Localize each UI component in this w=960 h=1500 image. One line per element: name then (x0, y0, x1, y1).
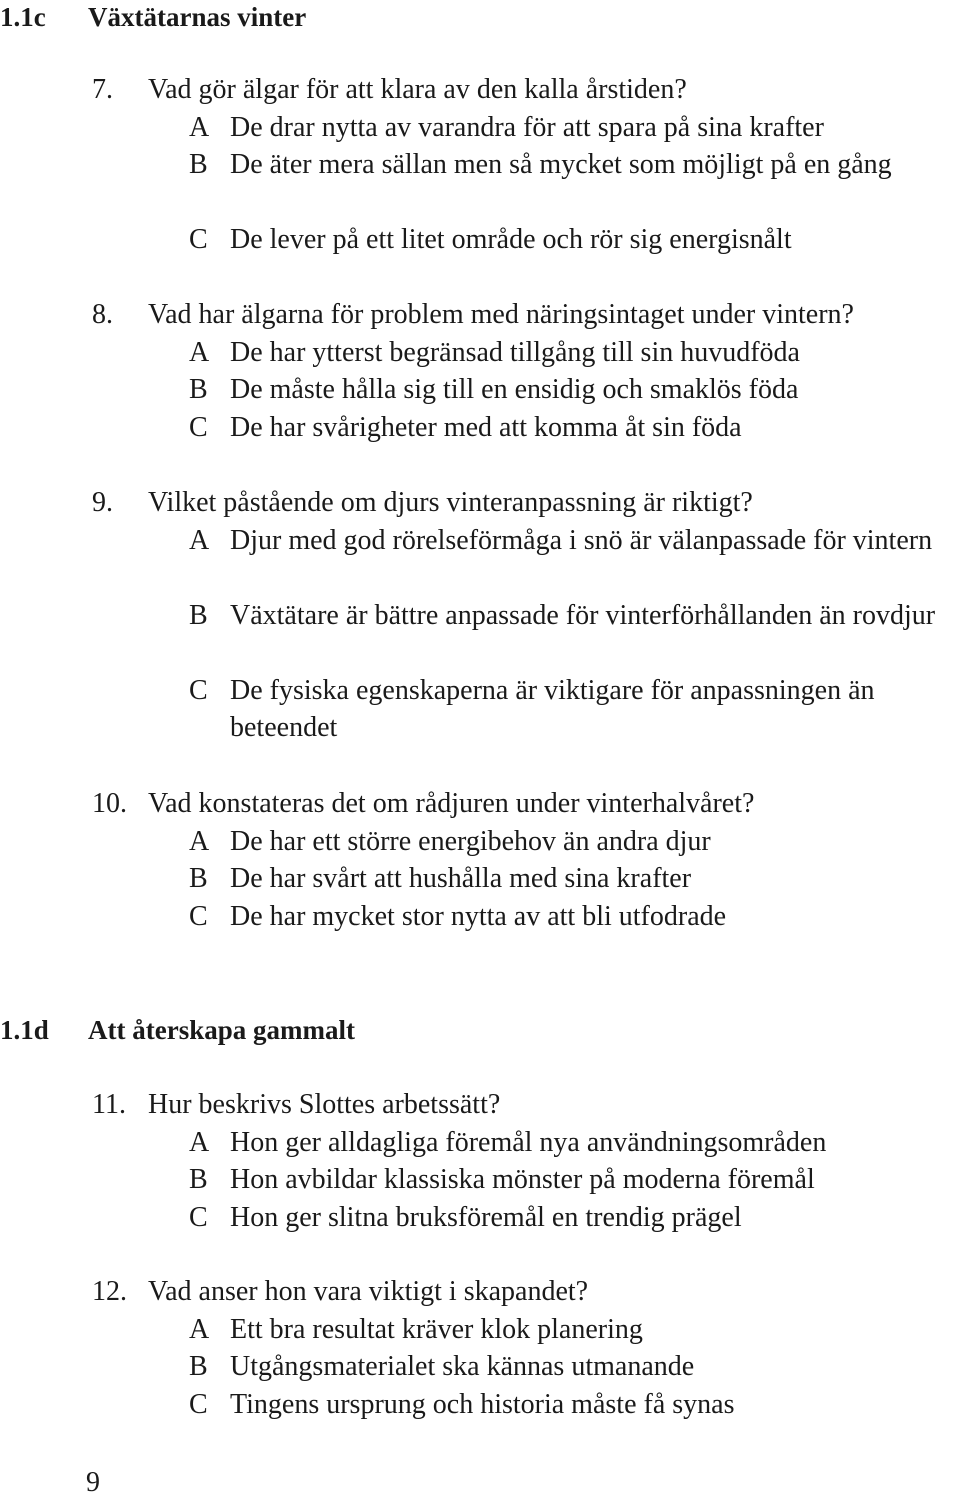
option-b (0, 860, 960, 898)
question-9 (0, 484, 960, 747)
option-text: Ett bra resultat kräver klok planering (230, 1313, 643, 1345)
option-letter: B (189, 149, 208, 180)
question-row (0, 71, 960, 109)
option-text: De äter mera sällan men så mycket som möjligt på en gång (230, 149, 892, 180)
option-text: Växtätare är bättre anpassade för vinterförhållanden än rovdjur (230, 599, 936, 631)
option-c (0, 221, 960, 259)
option-c (0, 1386, 960, 1424)
question-row (0, 1086, 960, 1124)
option-letter: B (189, 599, 208, 631)
question-number: 7. (92, 74, 113, 105)
option-letter: B (189, 1164, 208, 1195)
option-letter: C (189, 411, 208, 443)
option-b (0, 146, 960, 221)
option-text: Tingens ursprung och historia måste få synas (230, 1388, 735, 1420)
option-text: Hon ger alldagliga föremål nya användningsområden (230, 1126, 827, 1158)
question-text: Vad konstateras det om rådjuren under vinterhalvåret? (148, 788, 755, 819)
option-letter: C (189, 900, 208, 932)
section-title: Att återskapa gammalt (88, 1015, 355, 1045)
option-a (0, 522, 960, 597)
option-text: De har mycket stor nytta av att bli utfodrade (230, 900, 727, 932)
option-text: De lever på ett litet område och rör sig energisnålt (230, 224, 792, 255)
option-letter: A (189, 1126, 210, 1158)
question-text: Vad har älgarna för problem med näringsintaget under vintern? (148, 299, 854, 330)
section-title: Växtätarnas vinter (88, 2, 307, 32)
option-letter: A (189, 336, 210, 368)
question-number: 8. (92, 299, 113, 330)
question-11 (0, 1086, 960, 1236)
option-text: De har ytterst begränsad tillgång till sin huvudföda (230, 336, 800, 368)
option-letter: C (189, 1388, 208, 1420)
option-text: De fysiska egenskaperna är viktigare för anpassningen än beteendet (230, 674, 875, 743)
option-c (0, 672, 960, 747)
question-row (0, 484, 960, 522)
question-row (0, 1273, 960, 1311)
page-number: 9 (86, 1467, 100, 1498)
option-text: De måste hålla sig till en ensidig och smaklös föda (230, 374, 799, 405)
option-letter: A (189, 111, 210, 143)
option-letter: A (189, 524, 210, 556)
question-text: Hur beskrivs Slottes arbetssätt? (148, 1089, 501, 1120)
option-letter: C (189, 224, 208, 255)
option-c (0, 898, 960, 936)
option-letter: B (189, 863, 208, 894)
option-a (0, 823, 960, 861)
option-text: De drar nytta av varandra för att spara på sina krafter (230, 111, 824, 143)
question-number: 12. (92, 1276, 127, 1307)
option-letter: B (189, 1351, 208, 1382)
option-text: Djur med god rörelseförmåga i snö är välanpassade för vintern (230, 524, 933, 556)
option-letter: C (189, 674, 208, 706)
option-a (0, 334, 960, 372)
option-c (0, 1199, 960, 1237)
question-7 (0, 71, 960, 259)
option-a (0, 109, 960, 147)
option-c (0, 409, 960, 447)
question-text: Vad anser hon vara viktigt i skapandet? (148, 1276, 589, 1307)
option-text: De har svårigheter med att komma åt sin föda (230, 411, 742, 443)
question-8 (0, 296, 960, 446)
option-b (0, 1348, 960, 1386)
section-number: 1.1c (0, 2, 46, 32)
option-text: Utgångsmaterialet ska kännas utmanande (230, 1351, 695, 1382)
option-text: De har ett större energibehov än andra djur (230, 825, 711, 857)
option-text: Hon avbildar klassiska mönster på moderna föremål (230, 1164, 815, 1195)
question-number: 11. (92, 1089, 126, 1120)
section-number: 1.1d (0, 1015, 49, 1045)
question-text: Vilket påstående om djurs vinteranpassning är riktigt? (148, 487, 753, 518)
option-letter: A (189, 1313, 210, 1345)
option-text: De har svårt att hushålla med sina krafter (230, 863, 692, 894)
question-10 (0, 785, 960, 935)
option-b (0, 597, 960, 672)
question-12 (0, 1273, 960, 1423)
option-text: Hon ger slitna bruksföremål en trendig prägel (230, 1201, 742, 1233)
question-number: 9. (92, 487, 113, 518)
option-a (0, 1311, 960, 1349)
option-a (0, 1124, 960, 1162)
question-text: Vad gör älgar för att klara av den kalla årstiden? (148, 74, 687, 105)
option-letter: B (189, 374, 208, 405)
option-letter: A (189, 825, 210, 857)
option-letter: C (189, 1201, 208, 1233)
option-b (0, 371, 960, 409)
option-b (0, 1161, 960, 1199)
question-row (0, 785, 960, 823)
question-row (0, 296, 960, 334)
question-number: 10. (92, 788, 127, 819)
